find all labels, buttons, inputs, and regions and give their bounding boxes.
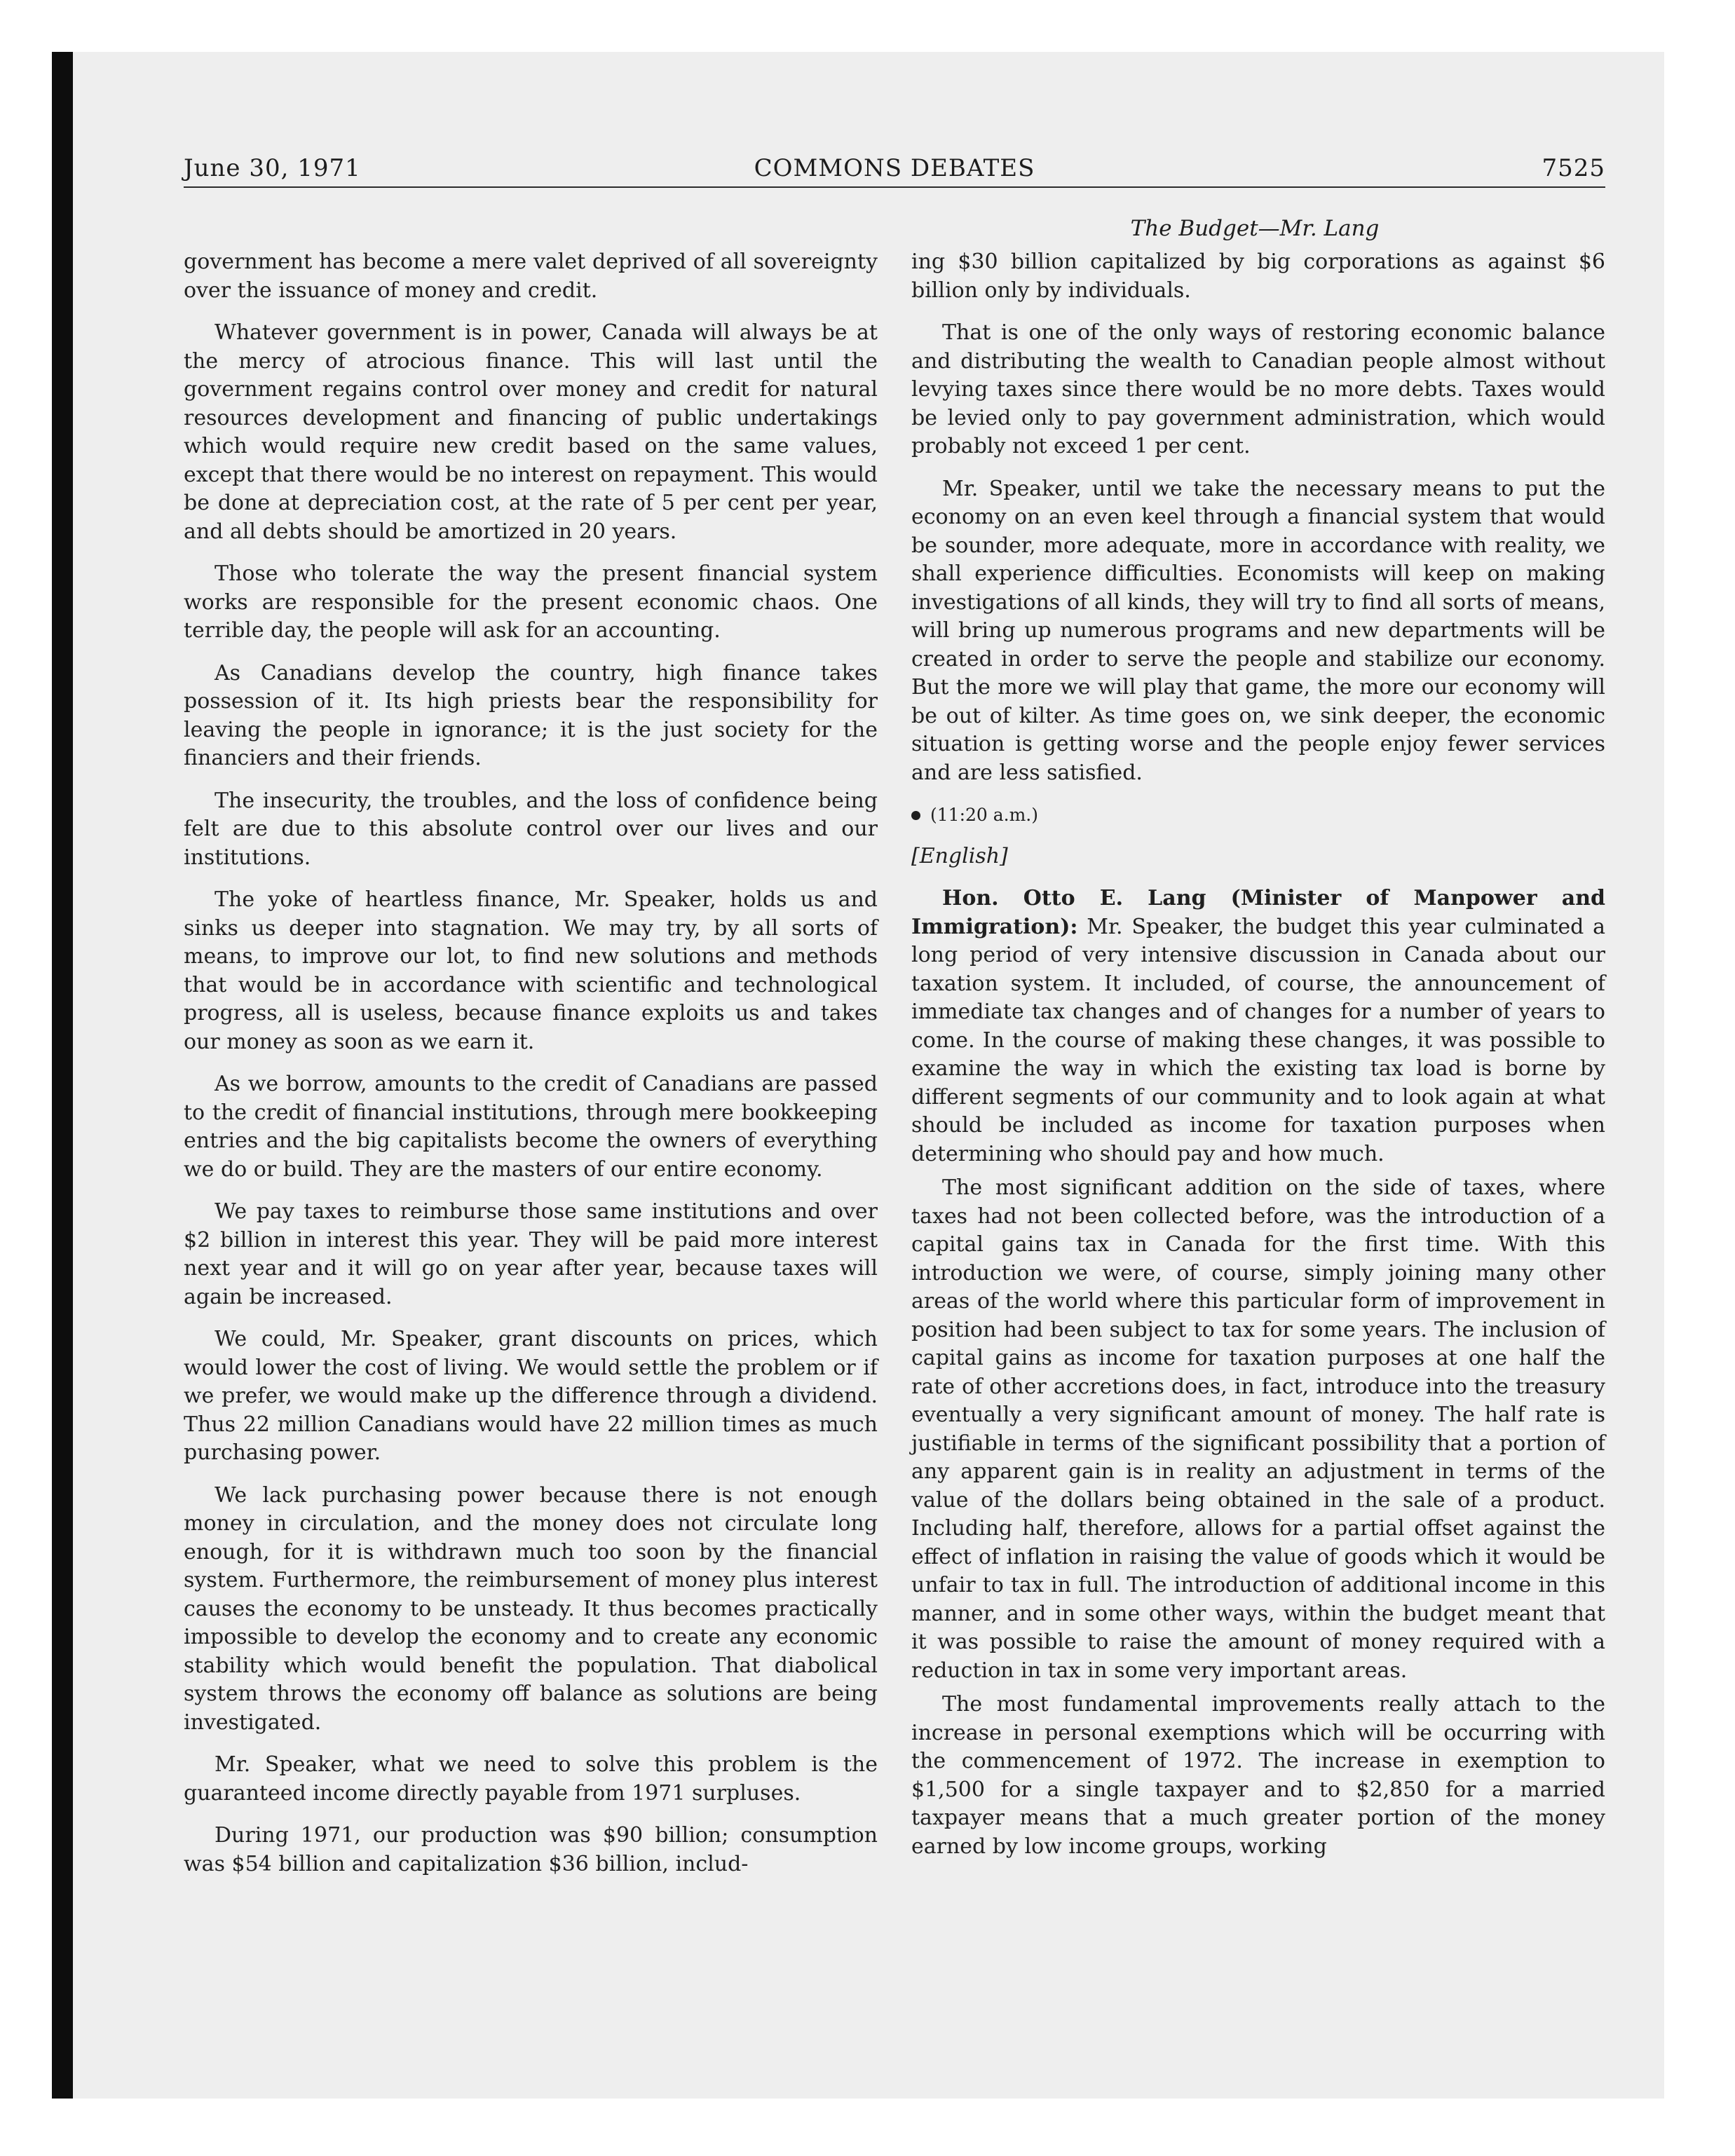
paragraph: As we borrow, amounts to the credit of Canadians are passed to the credit of financial institutions, through mere bookkeeping entries and the big capitalists become the owners of everything we do or build. They are the masters of our entire economy. (184, 1072, 878, 1182)
binding-edge (52, 52, 73, 2099)
paragraph: ing $30 billion capitalized by big corporations as against $6 billion only by individuals. (911, 250, 1605, 303)
paragraph: That is one of the only ways of restoring economic balance and distributing the wealth to Canadian people almost without levying taxes since there would be no more debts. Taxes would be levied only to pay government administration, which would probably not exceed 1 per cent. (911, 320, 1605, 458)
paragraph: Those who tolerate the way the present financial system works are responsible for the present economic chaos. One terrible day, the people will ask for an accounting. (184, 561, 878, 643)
header-page-number: 7525 (1542, 154, 1605, 182)
paragraph: The most significant addition on the side of taxes, where taxes had not been collected before, was the introduction of a capital gains tax in Canada for the first time. With this introduction we were, of course, simply joining many other areas of the world where this particular form of improvement in position had been subject to tax for some years. The inclusion of capital gains as income for taxation purposes at one half the rate of other accretions does, in fact, introduce into the treasury eventually a very significant amount of money. The half rate is justifiable in terms of the significant possibility that a portion of any apparent gain is in reality an adjustment in terms of the value of the dollars being obtained in the sale of a product. Including half, therefore, allows for a partial offset against the effect of inflation in raising the value of goods which it would be unfair to tax in full. The introduction of additional income in this manner, and in some other ways, within the budget meant that it was possible to raise the amount of money required with a reduction in tax in some very important areas. (911, 1175, 1605, 1683)
language-marker: [English] (911, 843, 1008, 868)
running-head: The Budget—Mr. Lang (1130, 216, 1380, 241)
paragraph: As Canadians develop the country, high finance takes possession of it. Its high priests bear the responsibility for leaving the people in ignorance; it is the just society for the financiers and their friends. (184, 660, 878, 770)
paragraph: government has become a mere valet deprived of all sovereignty over the issuance of money and credit. (184, 250, 878, 303)
time-marker-text: (11:20 a.m.) (930, 805, 1039, 825)
page-header (184, 150, 1605, 188)
paragraph: Mr. Speaker, until we take the necessary means to put the economy on an even keel through a financial system that would be sounder, more adequate, more in accordance with reality, we shall experience difficulties. Economists will keep on making investigations of all kinds, they will try to find all sorts of means, will bring up numerous programs and new departments will be created in order to serve the people and stabilize our economy. But the more we will play that game, the more our economy will be out of kilter. As time goes on, we sink deeper, the economic situation is getting worse and the people enjoy fewer services and are less satisfied. (911, 476, 1605, 785)
paragraph: We lack purchasing power because there is not enough money in circulation, and the money does not circulate long enough, for it is withdrawn much too soon by the financial system. Furthermore, the reimbursement of money plus interest causes the economy to be unsteady. It thus becomes practically impossible to develop the economy and to create any economic stability which would benefit the population. That diabolical system throws the economy off balance as solutions are being investigated. (184, 1482, 878, 1735)
paragraph: The most fundamental improvements really attach to the increase in personal exemptions which will be occurring with the commencement of 1972. The increase in exemption to $1,500 for a single taxpayer and to $2,850 for a married taxpayer means that a much greater portion of the money earned by low income groups, working (911, 1692, 1605, 1859)
time-marker (911, 801, 1605, 830)
header-date: June 30, 1971 (184, 154, 361, 182)
speech-opening: Mr. Speaker, the budget this year culminated a long period of very intensive discussion in Canada about our taxation system. It included, of course, the announcement of immediate tax changes and of changes for a number of years to come. In the course of making these changes, it was possible to examine the way in which the existing tax load is borne by different segments of our community and to look again at what should be included as income for taxation purposes when determining who should pay and how much. (911, 914, 1606, 1166)
bullet-icon (911, 811, 920, 820)
speech-paragraph (911, 885, 1605, 1168)
speaker-name: Hon. Otto E. Lang (Minister of Manpower and Immigration): (911, 886, 1605, 939)
paragraph: Whatever government is in power, Canada will always be at the mercy of atrocious finance. This will last until the government regains control over money and credit for natural resources development and financing of public undertakings which would require new credit based on the same values, except that there would be no interest on repayment. This would be done at depreciation cost, at the rate of 5 per cent per year, and all debts should be amortized in 20 years. (184, 320, 878, 544)
paragraph: During 1971, our production was $90 billion; consumption was $54 billion and capitalization $36 billion, includ- (184, 1823, 878, 1876)
left-column (184, 248, 878, 1892)
paragraph: The yoke of heartless finance, Mr. Speaker, holds us and sinks us deeper into stagnation. We may try, by all sorts of means, to improve our lot, to find new solutions and methods that would be in accordance with scientific and technological progress, all is useless, because finance exploits us and takes our money as soon as we earn it. (184, 887, 878, 1054)
header-journal-title: COMMONS DEBATES (754, 154, 1035, 182)
paragraph: Mr. Speaker, what we need to solve this problem is the guaranteed income directly payable from 1971 surpluses. (184, 1752, 878, 1806)
paragraph: We pay taxes to reimburse those same institutions and over $2 billion in interest this year. They will be paid more interest next year and it will go on year after year, because taxes will again be increased. (184, 1199, 878, 1309)
paragraph: We could, Mr. Speaker, grant discounts on prices, which would lower the cost of living. We would settle the problem or if we prefer, we would make up the difference through a dividend. Thus 22 million Canadians would have 22 million times as much purchasing power. (184, 1327, 878, 1465)
right-column (911, 248, 1605, 1867)
paragraph: The insecurity, the troubles, and the loss of confidence being felt are due to this absolute control over our lives and our institutions. (184, 788, 878, 870)
